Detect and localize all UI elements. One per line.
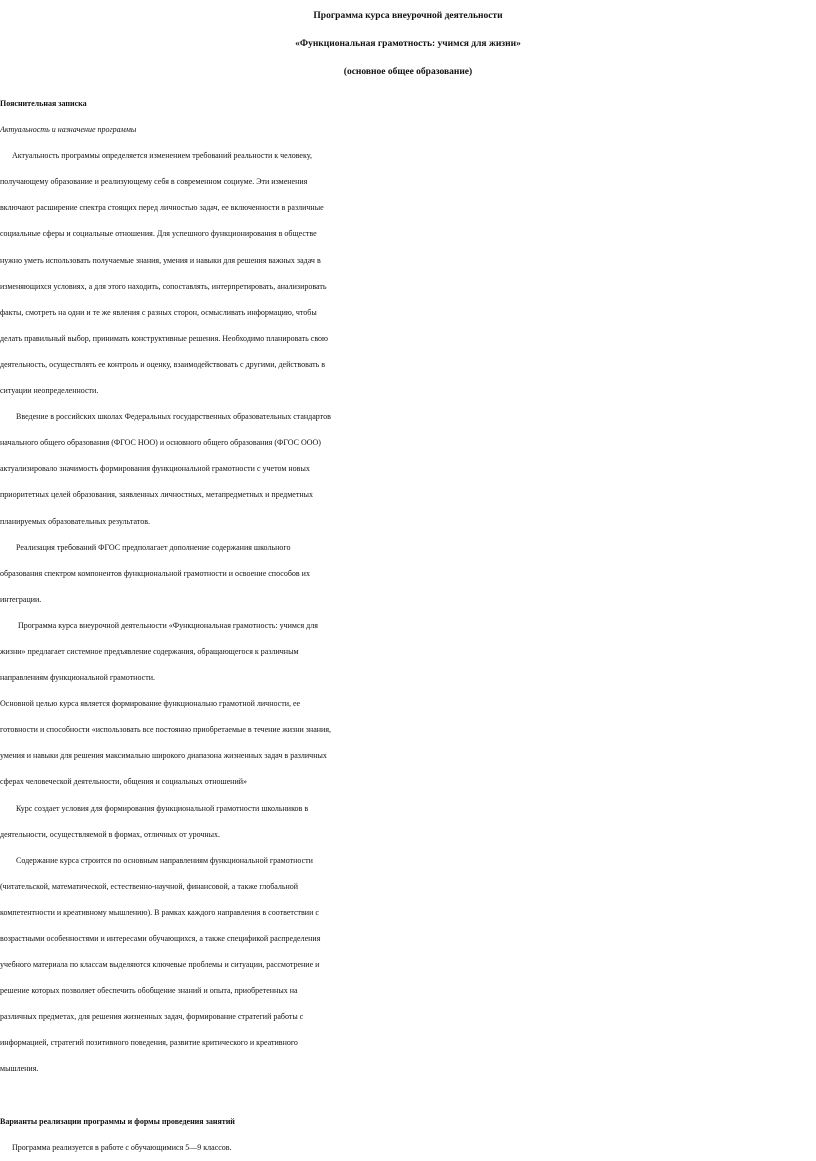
paragraph-line: решение которых позволяет обеспечить обобщение знаний и опыта, приобретенных на bbox=[0, 986, 298, 996]
paragraph-line: (читательской, математической, естественно-научной, финансовой, а также глобальной bbox=[0, 881, 299, 891]
paragraph-line: Содержание курса строится по основным направлениям функциональной грамотности bbox=[0, 855, 313, 865]
paragraphs-container bbox=[0, 143, 816, 1082]
title-line: «Функциональная грамотность: учимся для жизни» bbox=[295, 39, 521, 49]
paragraph bbox=[0, 691, 816, 795]
document-body bbox=[0, 91, 816, 1161]
paragraph-line: Основной целью курса является формирование функционально грамотной личности, ее bbox=[0, 699, 301, 709]
paragraph-line: образования спектром компонентов функциональной грамотности и освоение способов их bbox=[0, 568, 310, 578]
paragraph-line: получающему образование и реализующему себя в современном социуме. Эти изменения bbox=[0, 177, 308, 187]
paragraph-line: различных предметах, для решения жизненных задач, формирование стратегий работы с bbox=[0, 1012, 304, 1022]
paragraph-line: возрастными особенностями и интересами обучающихся, а также спецификой распределения bbox=[0, 934, 321, 943]
paragraph-line: Актуальность программы определяется изменением требований реальности к человеку, bbox=[0, 151, 312, 161]
paragraph bbox=[0, 796, 816, 848]
paragraph-line: информацией, стратегий позитивного поведения, развитие критического и креативного bbox=[0, 1038, 298, 1048]
paragraph-line: умения и навыки для решения максимально широкого диапазона жизненных задач в различных bbox=[0, 751, 327, 761]
paragraph-line: готовности и способности «использовать все постоянно приобретаемые в течение жизни знания, bbox=[0, 725, 332, 735]
paragraph-line: Курс создает условия для формирования функциональной грамотности школьников в bbox=[0, 803, 309, 813]
paragraph-line: интеграции. bbox=[0, 594, 42, 604]
paragraph-line: изменяющихся условиях, а для этого находить, сопоставлять, интерпретировать, анализировать bbox=[0, 281, 327, 291]
paragraph-line: мышления. bbox=[0, 1064, 39, 1074]
paragraph-line: планируемых образовательных результатов. bbox=[0, 516, 150, 526]
paragraph bbox=[0, 848, 816, 1083]
title-line: (основное общее образование) bbox=[343, 67, 473, 77]
paragraph-line: деятельности, осуществляемой в формах, отличных от урочных. bbox=[0, 829, 221, 839]
paragraph-line: деятельность, осуществлять ее контроль и оценку, взаимодействовать с другими, действовать в bbox=[0, 359, 326, 369]
paragraph bbox=[0, 535, 816, 613]
paragraph-line: Введение в российских школах Федеральных государственных образовательных стандартов bbox=[0, 412, 331, 422]
paragraph-line: приоритетных целей образования, заявленных личностных, метапредметных и предметных bbox=[0, 490, 313, 500]
paragraph bbox=[0, 143, 816, 404]
document-title bbox=[0, 2, 816, 86]
paragraph-line: Программа курса внеурочной деятельности «Функциональная грамотность: учимся для bbox=[0, 620, 318, 630]
paragraph-line: компетентности и креативному мышлению). В рамках каждого направления в соответствии с bbox=[0, 907, 319, 917]
paragraph-line: Реализация требований ФГОС предполагает дополнение содержания школьного bbox=[0, 542, 291, 552]
paragraph bbox=[0, 613, 816, 691]
paragraph-line: жизни» предлагает системное предъявление содержания, обращающегося к различным bbox=[0, 646, 299, 656]
section-heading-explanatory-note: Пояснительная записка bbox=[0, 99, 87, 108]
paragraph bbox=[0, 404, 816, 534]
paragraph-line: начального общего образования (ФГОС НОО) и основного общего образования (ФГОС ООО) bbox=[0, 438, 321, 448]
paragraph-line: делать правильный выбор, принимать конструктивные решения. Необходимо планировать свою bbox=[0, 333, 329, 343]
paragraph-line: включают расширение спектра стоящих перед личностью задач, ее включенности в различные bbox=[0, 203, 324, 213]
section-subheading-relevance: Актуальность и назначение программы bbox=[0, 125, 137, 135]
paragraph-line: сферах человеческой деятельности, общения и социальных отношений» bbox=[0, 777, 248, 787]
section-heading-implementation: Варианты реализации программы и формы проведения занятий bbox=[0, 1116, 235, 1126]
paragraph-line: ситуации неопределенности. bbox=[0, 386, 99, 396]
paragraph-line: учебного материала по классам выделяются ключевые проблемы и ситуации, рассмотрение и bbox=[0, 960, 320, 970]
paragraph-line: нужно уметь использовать получаемые знания, умения и навыки для решения важных задач в bbox=[0, 255, 321, 265]
paragraph-line: социальные сферы и социальные отношения. Для успешного функционирования в обществе bbox=[0, 229, 317, 239]
paragraph-line: направлениям функциональной грамотности. bbox=[0, 673, 155, 683]
blank-line bbox=[0, 1083, 816, 1109]
paragraph-line: Программа реализуется в работе с обучающимися 5—9 классов. bbox=[0, 1142, 232, 1152]
paragraph-line: актуализировало значимость формирования функциональной грамотности с учетом новых bbox=[0, 464, 310, 474]
title-line: Программа курса внеурочной деятельности bbox=[313, 11, 503, 21]
paragraph-line: факты, смотреть на одни и те же явления с разных сторон, осмысливать информацию, чтобы bbox=[0, 307, 317, 317]
